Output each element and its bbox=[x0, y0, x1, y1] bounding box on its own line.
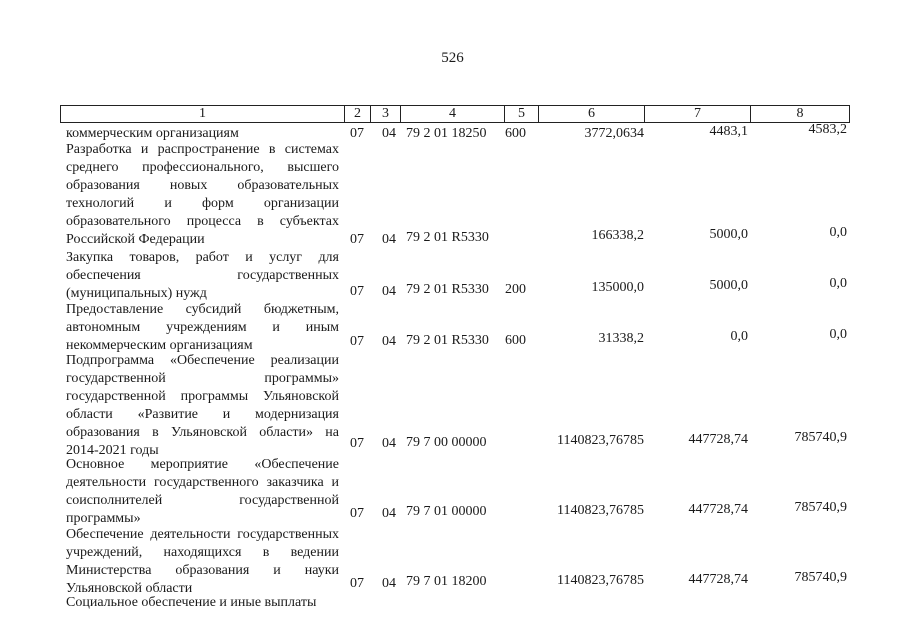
row-amount-8: 0,0 bbox=[829, 225, 847, 240]
header-col-6: 6 bbox=[539, 106, 645, 122]
row-target-code: 79 7 00 00000 bbox=[406, 435, 487, 450]
row-amount-6: 166338,2 bbox=[591, 228, 644, 243]
row-target-code: 79 2 01 R5330 bbox=[406, 230, 489, 245]
row-section: 07 bbox=[350, 334, 364, 349]
row-amount-7: 4483,1 bbox=[709, 124, 748, 139]
row-amount-8: 785740,9 bbox=[794, 570, 847, 585]
row-amount-6: 1140823,76785 bbox=[557, 503, 644, 518]
row-amount-7: 447728,74 bbox=[688, 502, 748, 517]
row-target-code: 79 2 01 18250 bbox=[406, 126, 487, 141]
row-target-code: 79 7 01 18200 bbox=[406, 574, 487, 589]
header-col-7: 7 bbox=[645, 106, 751, 122]
row-target-code: 79 7 01 00000 bbox=[406, 504, 487, 519]
row-expense-type: 600 bbox=[505, 333, 526, 348]
row-amount-7: 5000,0 bbox=[709, 278, 748, 293]
row-subsection: 04 bbox=[382, 506, 396, 521]
row-name: Подпрограмма «Обеспечение реализации государственной программы» государственной программы Ульяновской области «Развитие и модернизация образования в Ульяновской области» на 2014-2021 годы bbox=[66, 353, 339, 458]
header-col-5: 5 bbox=[505, 106, 539, 122]
row-section: 07 bbox=[350, 436, 364, 451]
header-col-2: 2 bbox=[345, 106, 371, 122]
header-col-3: 3 bbox=[371, 106, 401, 122]
row-subsection: 04 bbox=[382, 334, 396, 349]
row-name: Закупка товаров, работ и услуг для обеспечения государственных (муниципальных) нужд bbox=[66, 250, 339, 301]
row-subsection: 04 bbox=[382, 232, 396, 247]
row-amount-6: 1140823,76785 bbox=[557, 573, 644, 588]
row-amount-8: 0,0 bbox=[829, 276, 847, 291]
row-section: 07 bbox=[350, 126, 364, 141]
row-expense-type: 600 bbox=[505, 126, 526, 141]
row-amount-7: 5000,0 bbox=[709, 227, 748, 242]
header-col-8: 8 bbox=[796, 106, 804, 121]
row-expense-type: 200 bbox=[505, 282, 526, 297]
row-amount-8: 0,0 bbox=[829, 327, 847, 342]
row-name: Предоставление субсидий бюджетным, автономным учреждениям и иным некоммерческим организациям bbox=[66, 302, 339, 353]
row-amount-6: 1140823,76785 bbox=[557, 433, 644, 448]
row-amount-8: 785740,9 bbox=[794, 500, 847, 515]
row-name: Социальное обеспечение и иные выплаты bbox=[66, 595, 317, 610]
row-amount-6: 3772,0634 bbox=[584, 126, 644, 141]
row-subsection: 04 bbox=[382, 126, 396, 141]
row-amount-7: 447728,74 bbox=[688, 432, 748, 447]
header-col-1: 1 bbox=[61, 106, 345, 122]
row-section: 07 bbox=[350, 506, 364, 521]
page-number: 526 bbox=[441, 50, 464, 66]
row-section: 07 bbox=[350, 232, 364, 247]
row-target-code: 79 2 01 R5330 bbox=[406, 282, 489, 297]
row-subsection: 04 bbox=[382, 576, 396, 591]
row-amount-8: 4583,2 bbox=[808, 122, 847, 137]
row-target-code: 79 2 01 R5330 bbox=[406, 333, 489, 348]
row-amount-6: 135000,0 bbox=[591, 280, 644, 295]
row-name: Разработка и распространение в системах среднего профессионального, высшего образования новых образовательных технологий и форм организации образовательного процесса в субъектах Российской Федерации bbox=[66, 142, 339, 247]
row-section: 07 bbox=[350, 284, 364, 299]
row-name: коммерческим организациям bbox=[66, 126, 239, 141]
row-subsection: 04 bbox=[382, 436, 396, 451]
row-amount-7: 447728,74 bbox=[688, 572, 748, 587]
row-name: Основное мероприятие «Обеспечение деятельности государственного заказчика и соисполнителей государственной программы» bbox=[66, 457, 339, 526]
row-amount-6: 31338,2 bbox=[598, 331, 644, 346]
row-subsection: 04 bbox=[382, 284, 396, 299]
row-amount-7: 0,0 bbox=[730, 329, 748, 344]
row-amount-8: 785740,9 bbox=[794, 430, 847, 445]
row-section: 07 bbox=[350, 576, 364, 591]
row-name: Обеспечение деятельности государственных учреждений, находящихся в ведении Министерства образования и науки Ульяновской области bbox=[66, 527, 339, 596]
header-col-4: 4 bbox=[401, 106, 505, 122]
